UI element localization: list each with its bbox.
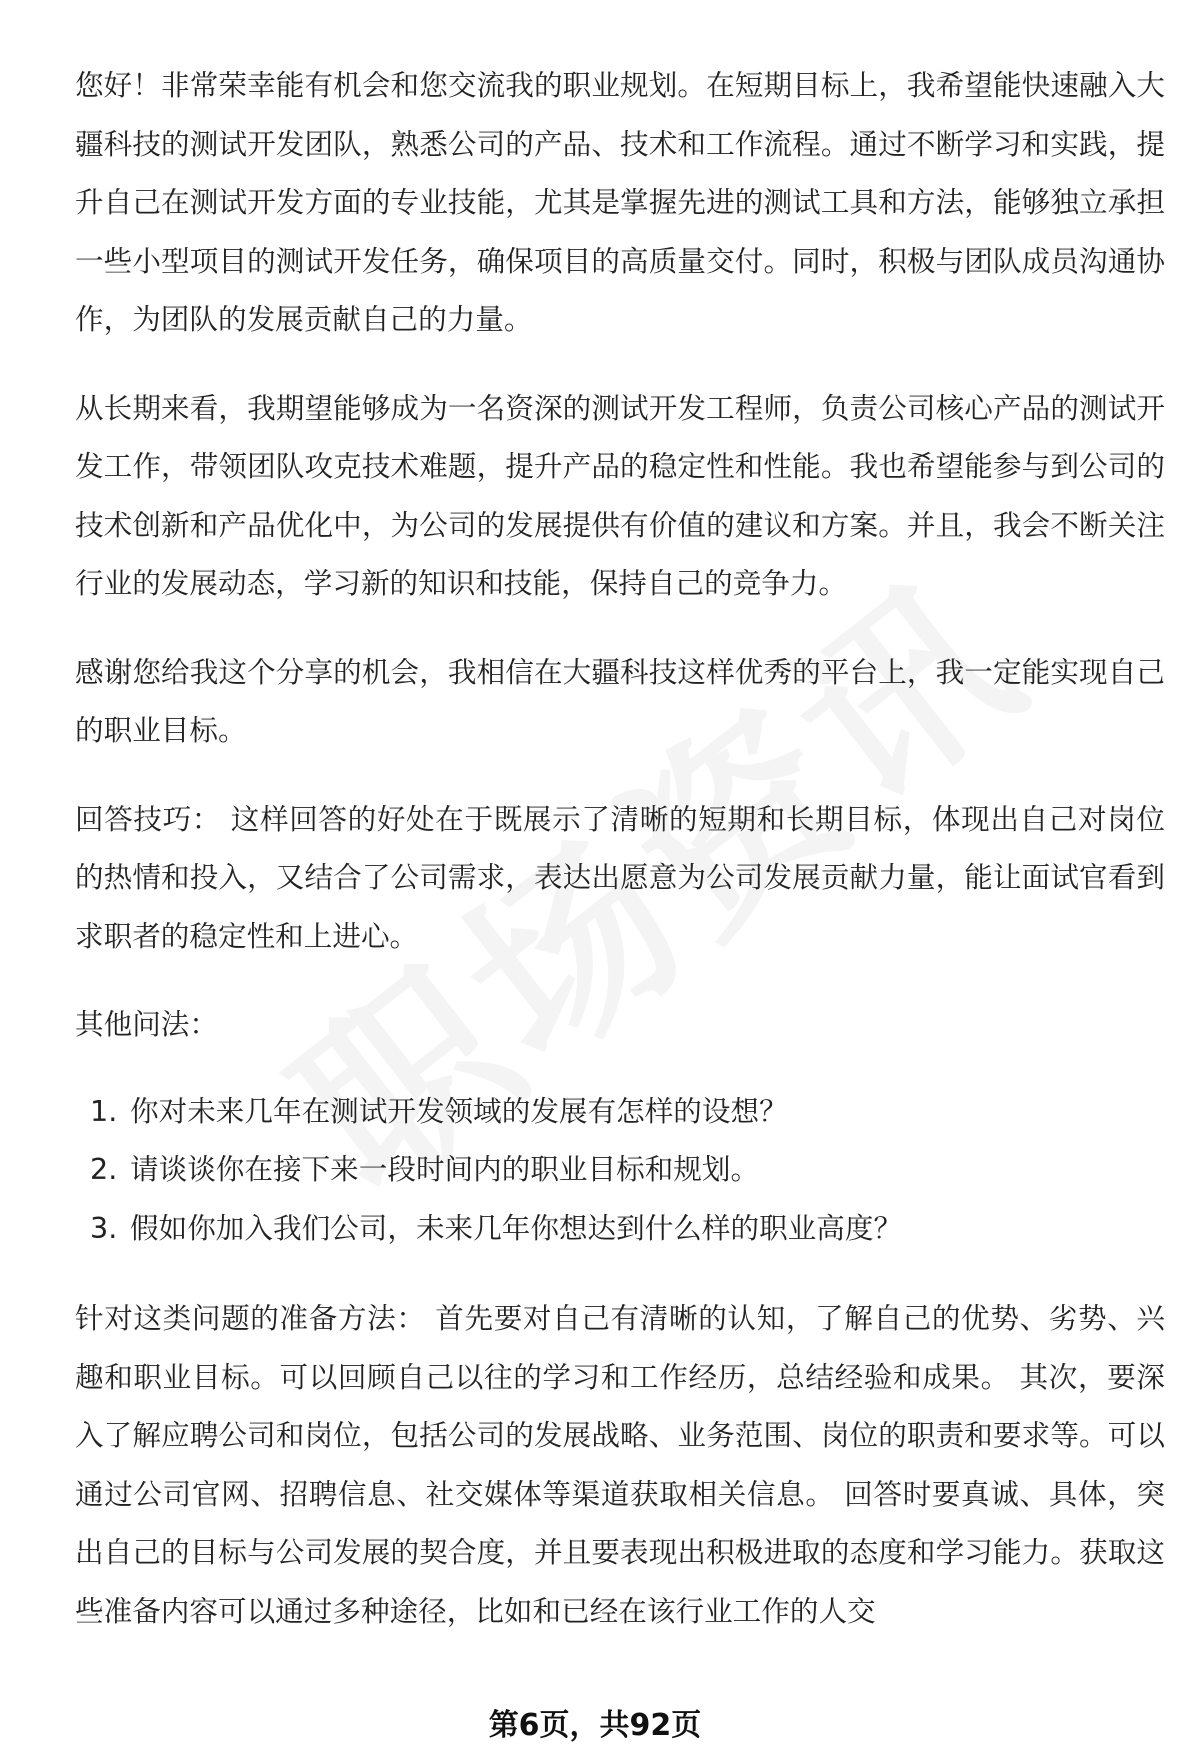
list-item-number: 1. [90,1093,118,1128]
list-item-number: 2. [90,1152,118,1186]
list-item [75,1199,1165,1258]
paragraph-other-questions-heading: 其他问法： [75,1007,218,1041]
paragraph-short-term-goals: 您好！非常荣幸能有机会和您交流我的职业规划。在短期目标上，我希望能快速融入大疆科技的测试开发团队，熟悉公司的产品、技术和工作流程。通过不断学习和实践，提升自己在测试开发方面的专业技能，尤其是掌握先进的测试工具和方法，能够独立承担一些小型项目的测试开发任务，确保项目的高质量交付。同时，积极与团队成员沟通协作，为团队的发展贡献自己的力量。 [75,68,1165,336]
paragraph-long-term-goals: 从长期来看，我期望能够成为一名资深的测试开发工程师，负责公司核心产品的测试开发工作，带领团队攻克技术难题，提升产品的稳定性和性能。我也希望能参与到公司的技术创新和产品优化中，为公司的发展提供有价值的建议和方案。并且，我会不断关注行业的发展动态，学习新的知识和技能，保持自己的竞争力。 [75,390,1165,600]
paragraph-thanks: 感谢您给我这个分享的机会，我相信在大疆科技这样优秀的平台上，我一定能实现自己的职业目标。 [75,654,1165,747]
document-content [75,56,1165,1670]
page-number-footer: 第6页，共92页 [488,1708,702,1743]
list-item [75,1082,1165,1141]
paragraph-answer-tips: 回答技巧： 这样回答的好处在于既展示了清晰的短期和长期目标，体现出自己对岗位的热情和投入，又结合了公司需求，表达出愿意为公司发展贡献力量，能让面试官看到求职者的稳定性和上进心。 [75,801,1165,953]
list-item-text: 请谈谈你在接下来一段时间内的职业目标和规划。 [130,1152,760,1186]
list-item-number: 3. [90,1210,118,1245]
list-item-text: 假如你加入我们公司，未来几年你想达到什么样的职业高度？ [130,1210,903,1245]
list-item-text: 你对未来几年在测试开发领域的发展有怎样的设想？ [130,1093,788,1128]
list-item [75,1140,1165,1199]
other-questions-list [75,1082,1165,1258]
paragraph-preparation-methods: 针对这类问题的准备方法： 首先要对自己有清晰的认知，了解自己的优势、劣势、兴趣和职业目标。可以回顾自己以往的学习和工作经历，总结经验和成果。 其次，要深入了解应聘公司和岗位，包括公司的发展战略、业务范围、岗位的职责和要求等。可以通过公司官网、招聘信息、社交媒体等渠道获取相关信息。 回答时要真诚、具体，突出自己的目标与公司发展的契合度，并且要表现出积极进取的态度和学习能力。获取这些准备内容可以通过多种途径，比如和已经在该行业工作的人交 [75,1301,1165,1628]
